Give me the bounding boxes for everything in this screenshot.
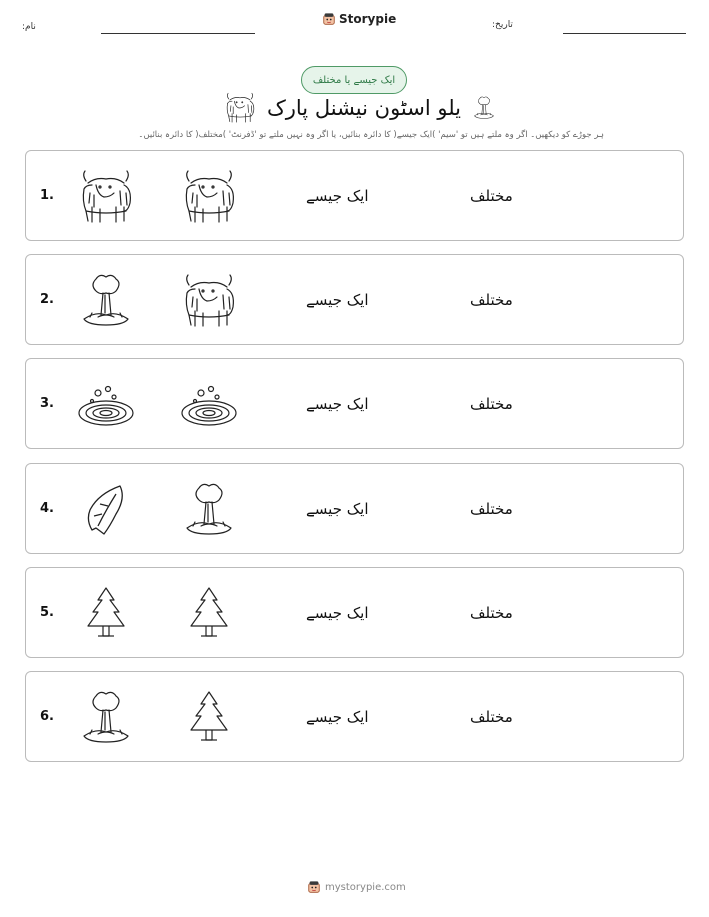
page-title: یلو اسٹون نیشنل پارک [266, 96, 462, 120]
date-field-line[interactable] [563, 33, 686, 34]
exercise-row [25, 671, 684, 762]
row-number: 2. [40, 292, 54, 307]
row-number: 4. [40, 501, 54, 516]
hot-spring-icon [179, 375, 239, 435]
pine-tree-icon [179, 584, 239, 644]
same-option[interactable]: ایک جیسے [306, 394, 369, 413]
different-option[interactable]: مختلف [470, 290, 513, 309]
title-row [205, 88, 515, 128]
storypie-icon [307, 880, 321, 894]
footer [307, 880, 406, 894]
row-number: 5. [40, 605, 54, 620]
different-option[interactable]: مختلف [470, 707, 513, 726]
geyser-icon [76, 688, 136, 748]
different-option[interactable]: مختلف [470, 603, 513, 622]
geyser-icon [76, 271, 136, 331]
geyser-icon [179, 480, 239, 540]
name-field-line[interactable] [101, 33, 255, 34]
hot-spring-icon [76, 375, 136, 435]
same-option[interactable]: ایک جیسے [306, 290, 369, 309]
same-option[interactable]: ایک جیسے [306, 603, 369, 622]
exercise-row [25, 567, 684, 658]
row-number: 1. [40, 188, 54, 203]
different-option[interactable]: مختلف [470, 186, 513, 205]
instructions: ہر جوڑے کو دیکھیں۔ اگر وہ ملتے ہیں تو 'سیم' )ایک جیسے( کا دائرہ بنائیں، یا اگر وہ نہیں ملتے تو 'ڈفرنٹ' )مختلف( کا دائرہ بنائیں۔ [138, 130, 604, 140]
pine-tree-icon [76, 584, 136, 644]
different-option[interactable]: مختلف [470, 499, 513, 518]
different-option[interactable]: مختلف [470, 394, 513, 413]
bison-icon [76, 167, 136, 227]
exercise-row [25, 254, 684, 345]
bison-icon [179, 167, 239, 227]
date-label: تاریخ: [492, 20, 513, 30]
pine-tree-icon [179, 688, 239, 748]
row-number: 3. [40, 396, 54, 411]
bison-icon [179, 271, 239, 331]
row-number: 6. [40, 709, 54, 724]
bison-icon [223, 91, 257, 125]
footer-url[interactable]: mystorypie.com [325, 881, 406, 893]
storypie-icon [322, 12, 336, 26]
topic-badge: ایک جیسے یا مختلف [301, 66, 407, 94]
same-option[interactable]: ایک جیسے [306, 186, 369, 205]
exercise-row [25, 463, 684, 554]
exercise-row [25, 358, 684, 449]
same-option[interactable]: ایک جیسے [306, 499, 369, 518]
geyser-icon [471, 95, 497, 121]
brand-name: Storypie [339, 12, 397, 26]
exercise-row [25, 150, 684, 241]
same-option[interactable]: ایک جیسے [306, 707, 369, 726]
arrowhead-icon [76, 480, 136, 540]
name-label: نام: [22, 22, 36, 32]
brand-logo [322, 12, 396, 26]
